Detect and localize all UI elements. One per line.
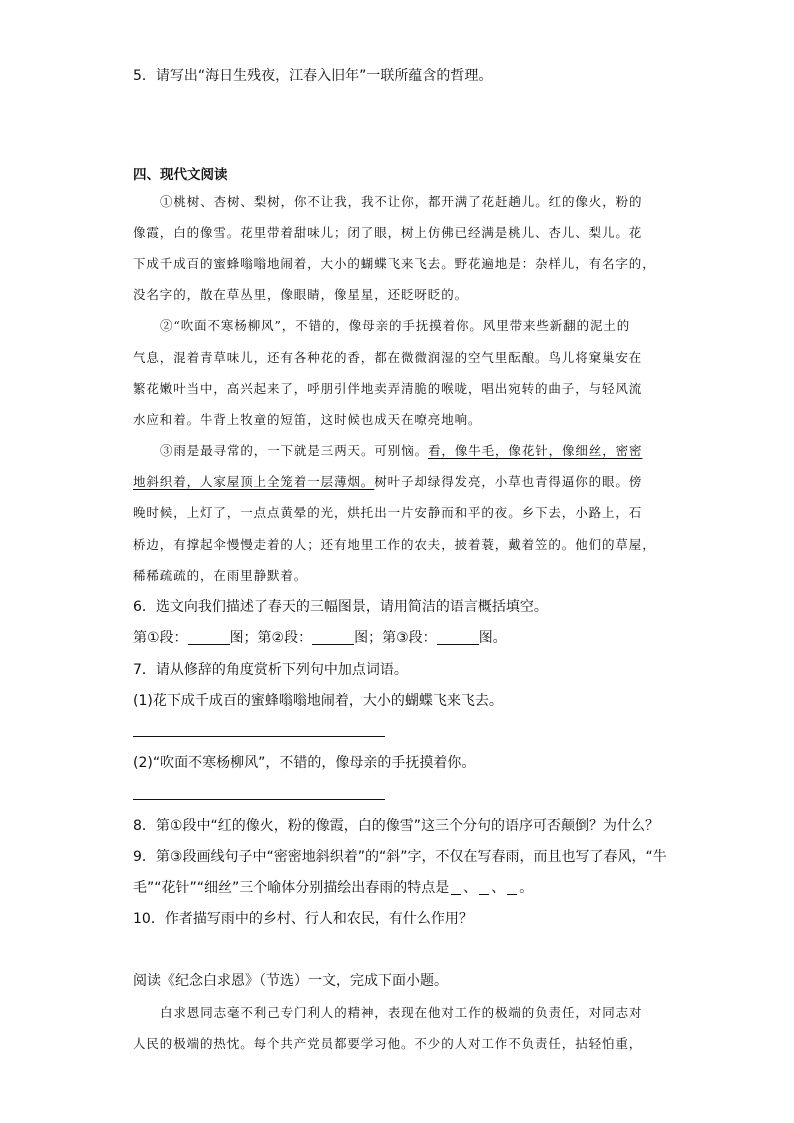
question-9-line1: 9．第③段画线句子中“密密地斜织着”的“斜”字，不仅在写春雨，而且也写了春风，“牛: [133, 849, 667, 865]
answer-blank[interactable]: [507, 880, 517, 895]
question-7-sub2: (2)“吹面不寒杨柳风”，不错的，像母亲的手抚摸着你。: [133, 755, 476, 771]
passage-p2-line3: 繁花嫩叶当中，高兴起来了，呼朋引伴地卖弄清脆的喉咙，唱出宛转的曲子，与轻风流: [133, 381, 643, 396]
question-6-fill: 第①段： 图；第②段： 图；第③段： 图。: [133, 630, 507, 646]
passage-p3-line3: 晚时候，上灯了，一点点黄晕的光，烘托出一片安静而和平的夜。乡下去，小路上，石: [133, 505, 643, 520]
answer-line[interactable]: [133, 736, 385, 737]
passage-p3-line1: [160, 441, 642, 461]
question-10: 10．作者描写雨中的乡村、行人和农民，有什么作用？: [133, 911, 473, 927]
answer-blank[interactable]: [479, 880, 489, 895]
passage-p1-line2: 像霞，白的像雪。花里带着甜味儿；闭了眼，树上仿佛已经满是桃儿、杏儿、梨儿。花: [133, 225, 643, 240]
passage-p3-line2: [133, 472, 642, 492]
section-title: 四、现代文阅读: [133, 167, 228, 183]
passage-p2-line4: 水应和着。牛背上牧童的短笛，这时候也成天在嘹亮地响。: [133, 412, 482, 427]
question-9-line2: 毛”“花针”“细丝”三个喻体分别描绘出春雨的特点是 、 、 。: [133, 880, 534, 896]
underlined-sentence-part1: 看，像牛毛，像花针，像细丝，密密: [428, 443, 643, 458]
answer-blank[interactable]: [451, 880, 461, 895]
reading-intro: 阅读《纪念白求恩》（节选）一文，完成下面小题。: [133, 973, 448, 989]
passage-p3-text: 树叶子却绿得发亮，小草也青得逼你的眼。傍: [374, 474, 643, 489]
question-5: 5．请写出“海日生残夜，江春入旧年”一联所蕴含的哲理。: [133, 68, 493, 84]
question-7: 7．请从修辞的角度赏析下列句中加点词语。: [133, 662, 408, 678]
answer-blank[interactable]: [188, 630, 230, 645]
passage-p1-line4: 没名字的，散在草丛里，像眼睛，像星星，还眨呀眨的。: [133, 287, 469, 302]
question-8: 8．第①段中“红的像火，粉的像霞，白的像雪”这三个分句的语序可否颠倒？为什么？: [133, 818, 659, 834]
passage-p3-line4: 桥边，有撑起伞慢慢走着的人；还有地里工作的农夫，披着蓑，戴着笠的。他们的草屋，: [133, 537, 656, 552]
passage-p2-line2: 气息，混着青草味儿，还有各种花的香，都在微微润湿的空气里酝酿。鸟儿将窠巢安在: [133, 350, 643, 365]
passage-p2-line1: ②“吹面不寒杨柳风”，不错的，像母亲的手抚摸着你。风里带来些新翻的泥土的: [160, 318, 631, 333]
passage-p1-line1: ①桃树、杏树、梨树，你不让我，我不让你，都开满了花赶趟儿。红的像火，粉的: [160, 194, 643, 209]
answer-blank[interactable]: [437, 630, 479, 645]
reading2-line1: 白求恩同志毫不利己专门利人的精神，表现在他对工作的极端的负责任，对同志对: [160, 1005, 643, 1020]
answer-line[interactable]: [133, 799, 385, 800]
answer-blank[interactable]: [312, 630, 354, 645]
question-7-sub1: (1)花下成千成百的蜜蜂嗡嗡地闹着，大小的蝴蝶飞来飞去。: [133, 693, 503, 709]
passage-p3-line5: 稀稀疏疏的，在雨里静默着。: [133, 568, 308, 583]
reading2-line2: 人民的极端的热忱。每个共产党员都要学习他。不少的人对工作不负责任，拈轻怕重，: [133, 1036, 643, 1051]
underlined-sentence-part2: 地斜织着，人家屋顶上全笼着一层薄烟。: [133, 474, 375, 489]
passage-p1-line3: 下成千成百的蜜蜂嗡嗡地闹着，大小的蝴蝶飞来飞去。野花遍地是：杂样儿，有名字的，: [133, 256, 656, 271]
question-6: 6．选文向我们描述了春天的三幅图景，请用简洁的语言概括填空。: [133, 599, 548, 615]
passage-p3-text: ③雨是最寻常的，一下就是三两天。可别恼。: [160, 443, 429, 458]
